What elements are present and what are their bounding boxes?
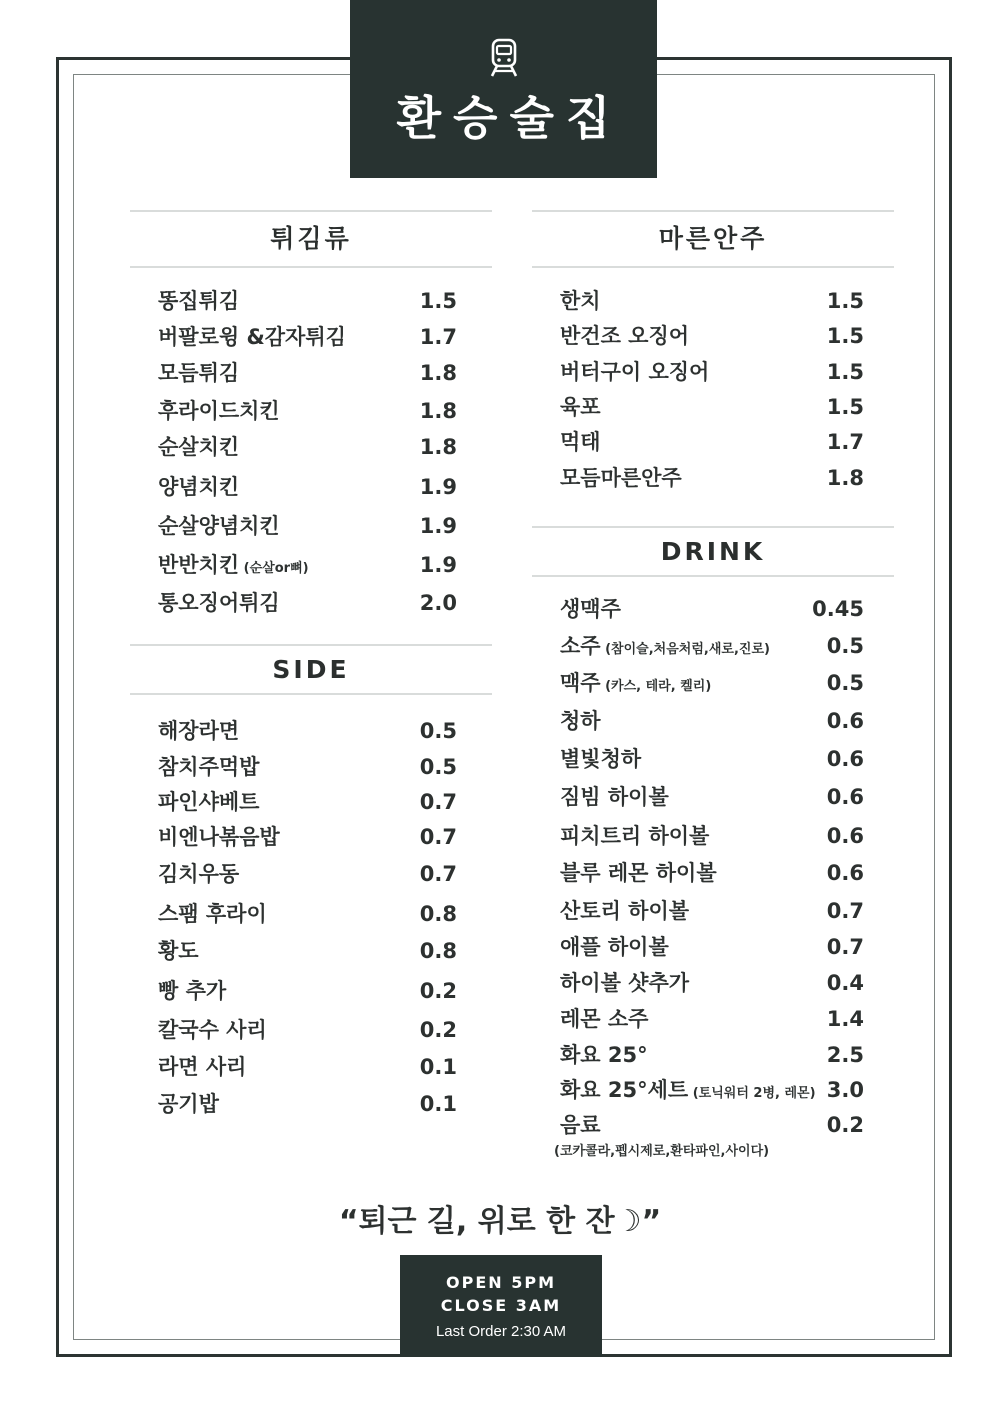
- menu-item-name: [560, 821, 709, 851]
- menu-item-price: 0.8: [419, 939, 457, 963]
- menu-item-name: [158, 550, 309, 584]
- menu-item-label: 모듬마른안주: [560, 466, 682, 490]
- menu-item: [532, 968, 894, 1002]
- menu-item-price: 1.9: [419, 514, 457, 538]
- menu-item: [130, 859, 492, 893]
- menu-item-name: [560, 932, 669, 962]
- menu-item-label: 별빛청하: [560, 747, 642, 771]
- menu-item-price: 0.4: [826, 971, 864, 995]
- menu-item-price: 0.8: [419, 902, 457, 926]
- menu-item-price: 2.0: [419, 591, 457, 615]
- menu-item-label: 한치: [560, 289, 601, 313]
- menu-item-price: 0.7: [419, 862, 457, 886]
- menu-item-price: 1.5: [826, 324, 864, 348]
- menu-item: [532, 392, 894, 426]
- menu-item: [532, 668, 894, 702]
- last-order: Last Order 2:30 AM: [435, 1323, 567, 1340]
- menu-item: [130, 322, 492, 356]
- menu-item-label: 양념치킨: [158, 475, 240, 499]
- menu-item: [130, 1015, 492, 1049]
- menu-item-price: 1.8: [419, 435, 457, 459]
- train-icon: [488, 38, 520, 78]
- menu-item-name: [158, 322, 346, 352]
- menu-item: [532, 782, 894, 816]
- menu-item: [130, 511, 492, 545]
- menu-item-label: 하이볼 샷추가: [560, 971, 690, 995]
- menu-item: [532, 744, 894, 778]
- menu-item-name: [158, 752, 259, 782]
- menu-item-name: [560, 744, 641, 774]
- menu-item-label: 라면 사리: [158, 1055, 247, 1079]
- hours-box: [400, 1255, 602, 1357]
- menu-item-label: 스팸 후라이: [158, 902, 267, 926]
- menu-item-name: [158, 1015, 267, 1045]
- menu-item-label: 육포: [560, 395, 601, 419]
- menu-item-price: 1.8: [419, 361, 457, 385]
- menu-item-label: 화요 25°세트: [560, 1078, 689, 1102]
- menu-item-price: 0.7: [419, 790, 457, 814]
- menu-item-name: [158, 358, 239, 388]
- menu-item-name: [560, 1004, 648, 1034]
- menu-item-price: 0.2: [419, 1018, 457, 1042]
- menu-item-name: [560, 896, 689, 926]
- title-banner: [350, 0, 657, 178]
- menu-item: [532, 357, 894, 391]
- menu-item-price: 0.6: [826, 824, 864, 848]
- menu-item-price: 2.5: [826, 1043, 864, 1067]
- menu-item-name: [560, 1075, 816, 1109]
- menu-item-name: [560, 594, 621, 624]
- menu-item-label: 버팔로윙 &감자튀김: [158, 325, 346, 349]
- menu-item-name: [158, 822, 280, 852]
- menu-item-label: 똥집튀김: [158, 289, 240, 313]
- restaurant-name: 환승술집: [396, 91, 623, 145]
- menu-item-label: 청하: [560, 709, 601, 733]
- menu-item: [532, 594, 894, 628]
- menu-item-label: 소주: [560, 634, 601, 658]
- menu-item: [130, 1089, 492, 1123]
- menu-item: [532, 821, 894, 855]
- menu-item-name: [158, 1089, 219, 1119]
- menu-item-name: [158, 787, 259, 817]
- menu-item-name: [560, 392, 601, 422]
- menu-item-label: 빵 추가: [158, 979, 227, 1003]
- menu-item-name: [158, 716, 239, 746]
- menu-item-label: 반반치킨: [158, 553, 240, 577]
- menu-item-price: 1.8: [419, 399, 457, 423]
- menu-item-price: 0.2: [419, 979, 457, 1003]
- menu-item-name: [560, 858, 717, 888]
- menu-item-price: 1.5: [826, 395, 864, 419]
- menu-item-price: 0.2: [826, 1113, 864, 1137]
- menu-item-label: 맥주: [560, 671, 601, 695]
- section-title-fried: 튀김류: [130, 210, 492, 268]
- menu-item-label: 비엔나볶음밥: [158, 825, 280, 849]
- section-title-side: SIDE: [130, 644, 492, 695]
- menu-item-name: [158, 286, 239, 316]
- menu-item-price: 0.7: [419, 825, 457, 849]
- menu-item-price: 1.9: [419, 475, 457, 499]
- menu-item-price: 1.4: [826, 1007, 864, 1031]
- menu-item-label: 산토리 하이볼: [560, 899, 690, 923]
- menu-item-name: [158, 1052, 246, 1082]
- menu-item-label: 순살치킨: [158, 435, 240, 459]
- menu-item-name: [158, 396, 280, 426]
- menu-item-name: [158, 432, 239, 462]
- menu-item-price: 0.6: [826, 785, 864, 809]
- menu-item-name: [158, 472, 239, 502]
- menu-item-price: 0.5: [419, 719, 457, 743]
- menu-item: [130, 432, 492, 466]
- menu-item-price: 0.7: [826, 935, 864, 959]
- menu-item-price: 1.8: [826, 466, 864, 490]
- menu-item-note: (참이슬,처음처럼,새로,진로): [600, 642, 770, 657]
- menu-item: [130, 472, 492, 506]
- menu-item-price: 1.7: [826, 430, 864, 454]
- menu-item-name: [560, 427, 601, 457]
- close-time: CLOSE 3AM: [440, 1296, 562, 1315]
- menu-item-name: [158, 511, 280, 541]
- menu-item-price: 0.1: [419, 1092, 457, 1116]
- menu-item-name: [560, 286, 601, 316]
- menu-item-label: 후라이드치킨: [158, 399, 280, 423]
- menu-item-name: [158, 936, 199, 966]
- menu-item-label: 화요 25°: [560, 1043, 648, 1067]
- menu-item: [532, 1110, 894, 1159]
- menu-item-name: [560, 1110, 601, 1140]
- menu-item-label: 생맥주: [560, 597, 621, 621]
- menu-item: [532, 1040, 894, 1074]
- menu-item-name: [560, 631, 770, 665]
- menu-item: [130, 976, 492, 1010]
- menu-item-price: 0.5: [419, 755, 457, 779]
- menu-item-price: 1.5: [826, 289, 864, 313]
- menu-item-note: (순살or뼈): [239, 561, 309, 576]
- menu-item: [130, 899, 492, 933]
- menu-item-name: [560, 968, 689, 998]
- menu-item: [130, 822, 492, 856]
- menu-item-price: 1.9: [419, 553, 457, 577]
- menu-item: [532, 858, 894, 892]
- menu-item-label: 칼국수 사리: [158, 1018, 267, 1042]
- menu-item-price: 0.6: [826, 747, 864, 771]
- menu-item: [130, 752, 492, 786]
- menu-item-label: 피치트리 하이볼: [560, 824, 710, 848]
- menu-item-label: 반건조 오징어: [560, 324, 690, 348]
- menu-item-price: 0.7: [826, 899, 864, 923]
- menu-item: [130, 550, 492, 584]
- menu-item-price: 0.6: [826, 709, 864, 733]
- menu-item: [130, 286, 492, 320]
- menu-item: [532, 286, 894, 320]
- menu-item: [532, 463, 894, 497]
- menu-item-price: 3.0: [826, 1078, 864, 1102]
- open-time: OPEN 5PM: [446, 1273, 556, 1292]
- menu-item: [532, 631, 894, 665]
- menu-item: [532, 321, 894, 355]
- menu-item-label: 파인샤베트: [158, 790, 260, 814]
- slogan: “퇴근 길, 위로 한 잔☽”: [338, 1204, 662, 1239]
- menu-item: [532, 1004, 894, 1038]
- menu-item-note: (카스, 테라, 켈리): [600, 679, 712, 694]
- menu-item: [532, 1075, 894, 1109]
- menu-item-name: [560, 782, 669, 812]
- menu-item: [532, 932, 894, 966]
- menu-item: [130, 358, 492, 392]
- menu-item-price: 1.7: [419, 325, 457, 349]
- menu-item-name: [560, 321, 689, 351]
- menu-item: [130, 588, 492, 622]
- menu-item-price: 0.5: [826, 671, 864, 695]
- menu-item-name: [158, 899, 267, 929]
- menu-item-label: 공기밥: [158, 1092, 219, 1116]
- menu-item-label: 애플 하이볼: [560, 935, 669, 959]
- menu-item-price: 1.5: [419, 289, 457, 313]
- menu-item: [130, 787, 492, 821]
- menu-item-label: 블루 레몬 하이볼: [560, 861, 717, 885]
- menu-item-label: 음료: [560, 1113, 601, 1137]
- menu-item: [532, 706, 894, 740]
- menu-item-label: 해장라면: [158, 719, 240, 743]
- menu-item-price: 0.1: [419, 1055, 457, 1079]
- menu-item-price: 0.45: [812, 597, 864, 621]
- menu-item-name: [560, 463, 682, 493]
- menu-item-label: 레몬 소주: [560, 1007, 649, 1031]
- section-title-dried: 마른안주: [532, 210, 894, 268]
- menu-item: [130, 936, 492, 970]
- menu-item-name: [158, 976, 226, 1006]
- menu-item: [130, 1052, 492, 1086]
- menu-item-name: [158, 588, 280, 618]
- menu-item: [532, 896, 894, 930]
- menu-item-label: 황도: [158, 939, 199, 963]
- menu-item-name: [560, 357, 709, 387]
- menu-item-label: 모듬튀김: [158, 361, 240, 385]
- menu-item-subnote: (코카콜라,펩시제로,환타파인,사이다): [554, 1144, 770, 1159]
- menu-item-label: 순살양념치킨: [158, 514, 280, 538]
- menu-item-label: 김치우동: [158, 862, 240, 886]
- menu-item-name: [560, 668, 711, 702]
- menu-item-label: 버터구이 오징어: [560, 360, 710, 384]
- menu-item-label: 통오징어튀김: [158, 591, 280, 615]
- menu-item: [130, 396, 492, 430]
- menu-item-label: 참치주먹밥: [158, 755, 260, 779]
- menu-item-name: [560, 1040, 648, 1070]
- menu-item-price: 1.5: [826, 360, 864, 384]
- menu-item-name: [560, 706, 601, 736]
- menu-item-name: [158, 859, 239, 889]
- menu-item: [130, 716, 492, 750]
- menu-item-note: (토닉워터 2병, 레몬): [688, 1086, 816, 1101]
- section-title-drink: DRINK: [532, 526, 894, 577]
- menu-item-price: 0.6: [826, 861, 864, 885]
- menu-item-label: 먹태: [560, 430, 601, 454]
- menu-item: [532, 427, 894, 461]
- menu-item-label: 짐빔 하이볼: [560, 785, 669, 809]
- menu-item-price: 0.5: [826, 634, 864, 658]
